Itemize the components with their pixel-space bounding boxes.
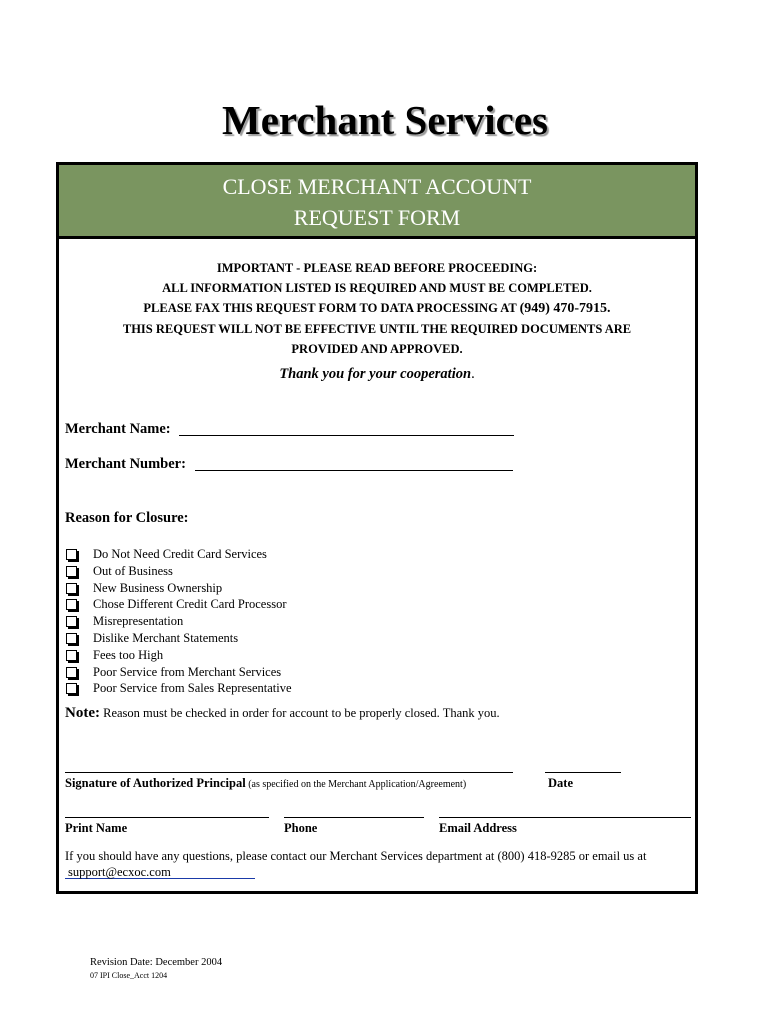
merchant-number-label: Merchant Number: — [65, 456, 186, 472]
request-form — [56, 162, 698, 894]
phone-field[interactable] — [284, 817, 424, 818]
email-label: Email Address — [439, 821, 517, 835]
revision-date: Revision Date: December 2004 — [90, 957, 223, 968]
reason-label: Dislike Merchant Statements — [93, 630, 239, 645]
banner-line-1: CLOSE MERCHANT ACCOUNT — [222, 174, 532, 199]
reason-checkbox[interactable] — [66, 633, 77, 644]
merchant-name-label: Merchant Name: — [65, 421, 171, 437]
note-text: Reason must be checked in order for account to be properly closed. Thank you. — [99, 706, 500, 720]
reason-checkbox[interactable] — [66, 566, 77, 577]
banner-line-2: REQUEST FORM — [293, 205, 461, 230]
reason-checkbox[interactable] — [66, 583, 77, 594]
notice-line-5: PROVIDED AND APPROVED. — [291, 342, 463, 356]
date-field[interactable] — [545, 772, 621, 773]
reason-label: Fees too High — [93, 647, 164, 662]
fax-number: (949) 470-7915. — [519, 301, 611, 316]
notice-line-3 — [59, 298, 695, 319]
reason-label: Poor Service from Merchant Services — [93, 664, 282, 679]
signature-label — [65, 776, 466, 791]
important-notice — [59, 258, 695, 359]
notice-line-1: IMPORTANT - PLEASE READ BEFORE PROCEEDING: — [216, 261, 538, 275]
page-title: Merchant Services — [222, 97, 548, 143]
notice-line-2: ALL INFORMATION LISTED IS REQUIRED AND MUST BE COMPLETED. — [162, 281, 592, 295]
contact-text: If you should have any questions, please contact our Merchant Services department at (800) 418-9285 or email us at — [65, 849, 647, 863]
reason-checkbox[interactable] — [66, 616, 77, 627]
reason-checkbox[interactable] — [66, 683, 77, 694]
reason-label: Chose Different Credit Card Processor — [93, 597, 287, 612]
document-code: 07 IPI Close_Acct 1204 — [90, 971, 168, 980]
note-label: Note: — [65, 705, 100, 721]
notice-fax-text: PLEASE FAX THIS REQUEST FORM TO DATA PROCESSING AT — [143, 301, 520, 315]
reason-label: Do Not Need Credit Card Services — [93, 547, 267, 561]
reason-label: Poor Service from Sales Representative — [93, 681, 292, 696]
signature-field[interactable] — [65, 772, 513, 773]
thanks-message: Thank you for your cooperation — [279, 366, 472, 382]
note — [65, 705, 500, 722]
print-name-field[interactable] — [65, 817, 269, 818]
signature-hint: (as specified on the Merchant Application/Agreement) — [245, 779, 467, 790]
form-banner — [59, 165, 695, 239]
merchant-name-field[interactable] — [179, 435, 514, 436]
reason-label: New Business Ownership — [93, 580, 223, 595]
date-label: Date — [548, 776, 573, 790]
phone-label: Phone — [284, 821, 318, 835]
print-name-label: Print Name — [65, 821, 128, 835]
reason-checkbox[interactable] — [66, 599, 77, 610]
email-field[interactable] — [439, 817, 691, 818]
notice-line-4: THIS REQUEST WILL NOT BE EFFECTIVE UNTIL THE REQUIRED DOCUMENTS ARE — [122, 322, 632, 336]
signature-label-text: Signature of Authorized Principal — [65, 776, 246, 790]
reason-checkbox[interactable] — [66, 650, 77, 661]
reason-title: Reason for Closure: — [65, 510, 189, 526]
reason-checkbox[interactable] — [66, 667, 77, 678]
reason-label: Out of Business — [93, 563, 173, 578]
merchant-number-field[interactable] — [195, 470, 513, 471]
support-email-link[interactable]: support@ecxoc.com — [65, 865, 255, 879]
reason-label: Misrepresentation — [93, 614, 184, 629]
reason-checkbox[interactable] — [66, 549, 77, 560]
thanks-text: Thank you for your cooperation. — [279, 366, 475, 382]
